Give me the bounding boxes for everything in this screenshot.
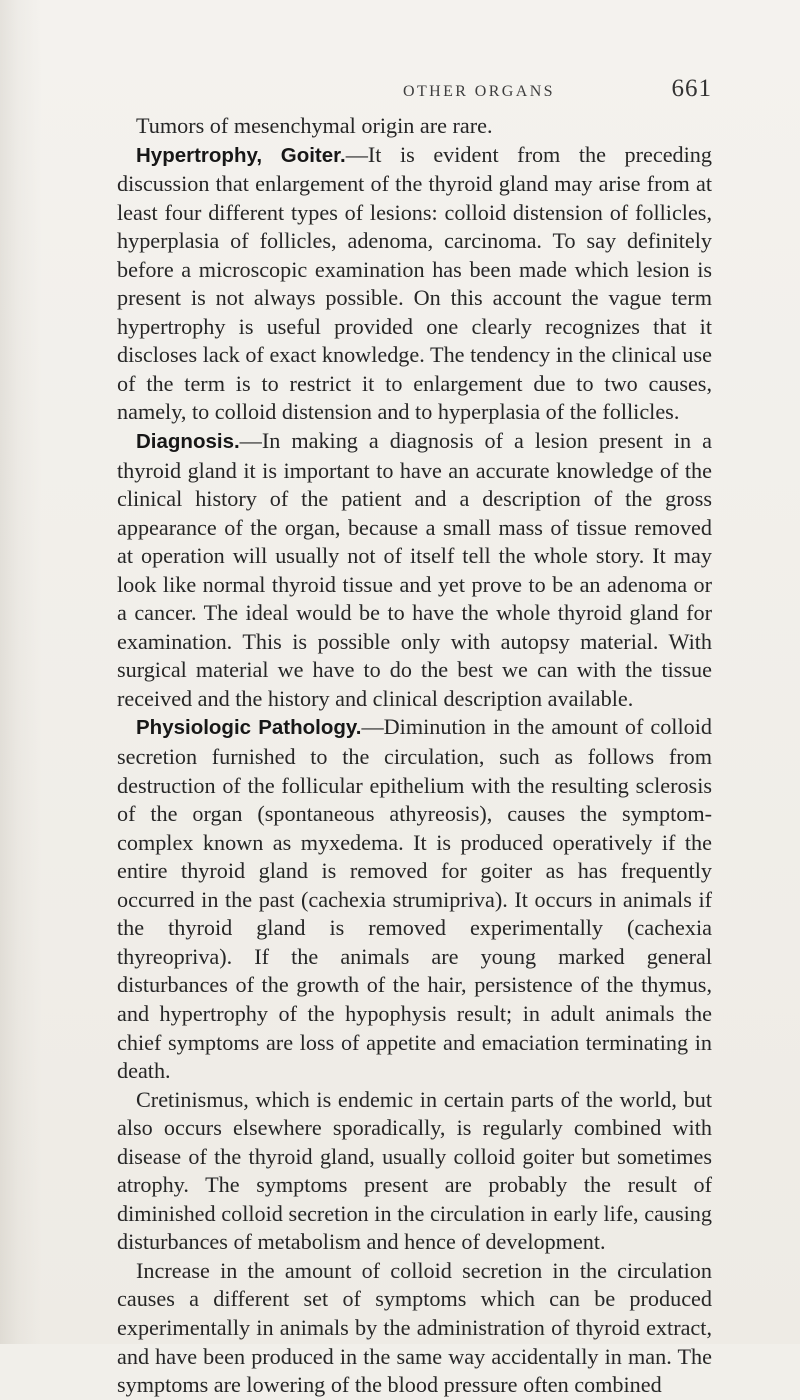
paragraph — [117, 713, 712, 1085]
running-head: OTHER ORGANS — [403, 83, 555, 100]
paragraph — [117, 141, 712, 427]
paragraph-text: Cretinismus, which is endemic in certain parts of the world, but also occurs elsewhere sporadically, is regularly combined with disease of the thyroid gland, usually colloid goiter but sometimes atrophy. The symptoms present are probably the result of diminished colloid secretion in the circulation in early life, causing disturbances of metabolism and hence of development. — [117, 1086, 712, 1255]
page-number: 661 — [671, 75, 712, 102]
paragraph-text: —In making a diagnosis of a lesion present in a thyroid gland it is important to have an accurate knowledge of the clinical history of the patient and a description of the gross appearance of the organ, because a small mass of tissue removed at operation will usually not of itself tell the whole story. It may look like normal thyroid tissue and yet prove to be an adenoma or a cancer. The ideal would be to have the whole thyroid gland for examination. This is possible only with autopsy material. With surgical material we have to do the best we can with the tissue received and the history and clinical description available. — [117, 428, 712, 711]
paragraph — [117, 112, 712, 141]
paragraph-text: Tumors of mesenchymal origin are rare. — [136, 113, 493, 138]
page-header — [246, 75, 712, 105]
paragraph-text: —It is evident from the preceding discussion that enlargement of the thyroid gland may arise from at least four different types of lesions: colloid distension of follicles, hyperplasia of follicles, adenoma, carcinoma. To say definitely before a microscopic examination has been made which lesion is present is not always possible. On this account the vague term hypertrophy is useful provided one clearly recognizes that it discloses lack of exact knowledge. The tendency in the clinical use of the term is to restrict it to enlargement due to two causes, namely, to colloid distension and to hyperplasia of the follicles. — [117, 141, 712, 425]
paragraph — [117, 427, 712, 713]
paragraph-text: —Diminution in the amount of colloid secretion furnished to the circulation, such as follows from destruction of the follicular epithelium with the resulting sclerosis of the organ (spontaneous athyreosis), causes the symptom-complex known as myxedema. It is produced operatively if the entire thyroid gland is removed for goiter as has frequently occurred in the past (cachexia strumipriva). It occurs in animals if the thyroid gland is removed experimentally (cachexia thyreopriva). If the animals are young marked general disturbances of the growth of the hair, persistence of the thymus, and hypertrophy of the hypophysis result; in adult animals the chief symptoms are loss of appetite and emaciation terminating in death. — [117, 714, 712, 1084]
section-heading: Diagnosis. — [136, 430, 240, 454]
body-text — [117, 112, 712, 1400]
section-heading: Physiologic Pathology. — [136, 716, 362, 740]
paragraph — [117, 1086, 712, 1257]
paragraph-text: Increase in the amount of colloid secretion in the circulation causes a different set of symptoms which can be produced experimentally in animals by the administration of thyroid extract, and have been produced in the same way accidentally in man. The symptoms are lowering of the blood pressure often combined — [117, 1257, 712, 1398]
section-heading: Hypertrophy, Goiter. — [136, 143, 346, 167]
paragraph — [117, 1257, 712, 1400]
